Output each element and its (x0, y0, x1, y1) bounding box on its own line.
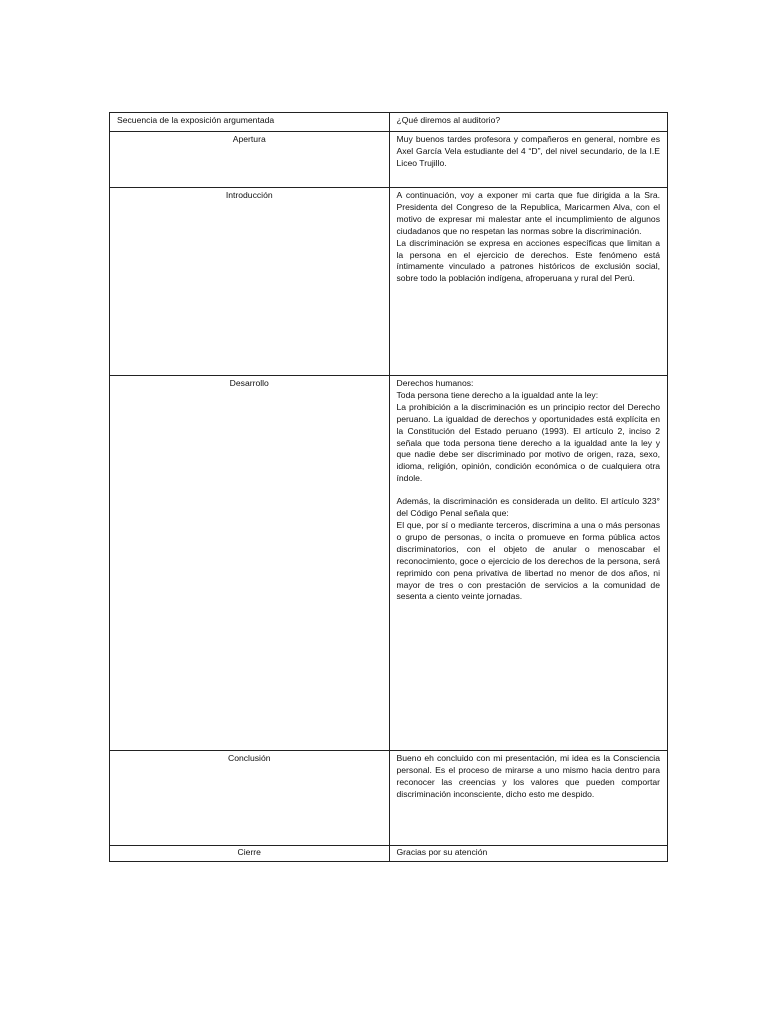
stage-cell-apertura: Apertura (110, 132, 390, 188)
cierre-paragraph: Gracias por su atención (396, 847, 488, 857)
conclusion-paragraph: Bueno eh concluido con mi presentación, mi idea es la Consciencia personal. Es el proceso de mirarse a uno mismo hacia dentro para reconocer las creencias y los valores que pueden comportar discriminación inconsciente, dicho esto me despido. (396, 753, 660, 799)
table-header-row (110, 113, 668, 132)
desarrollo-paragraph-3: El que, por sí o mediante terceros, discrimina a una o más personas o grupo de personas, o incita o promueve en forma pública actos discriminatorios, con el objeto de anular o menoscabar el reconocimiento, goce o ejercicio de los derechos de la persona, será reprimido con pena privativa de libertad no menor de dos años, ni mayor de tres o con prestación de servicios a la comunidad de sesenta a ciento veinte jornadas. (396, 519, 660, 602)
content-cell-conclusion (389, 751, 668, 846)
content-cell-desarrollo (389, 376, 668, 751)
stage-cell-desarrollo: Desarrollo (110, 376, 390, 751)
desarrollo-subheading: Toda persona tiene derecho a la igualdad ante la ley: (396, 389, 599, 400)
introduccion-paragraph-2: La discriminación se expresa en acciones específicas que limitan a la persona en el ejercicio de derechos. Este fenómeno está íntimamente vinculado a patrones históricos de exclusión social, sobre todo la población indígena, afroperuana y rural del Perú. (396, 237, 660, 284)
header-sequence-cell: Secuencia de la exposición argumentada (110, 113, 390, 132)
table-row-desarrollo (110, 376, 668, 751)
desarrollo-paragraph-2: Además, la discriminación es considerada un delito. El artículo 323° del Código Penal señala que: (396, 496, 660, 519)
exposition-table (109, 112, 668, 862)
desarrollo-heading: Derechos humanos: (396, 378, 474, 388)
table-row-apertura (110, 132, 668, 188)
stage-cell-cierre: Cierre (110, 846, 390, 862)
header-audience-cell: ¿Qué diremos al auditorio? (389, 113, 668, 132)
stage-cell-introduccion: Introducción (110, 188, 390, 376)
apertura-paragraph: Muy buenos tardes profesora y compañeros en general, nombre es Axel García Vela estudiante del 4 “D”, del nivel secundario, de la I.E Liceo Trujillo. (396, 134, 660, 168)
table-row-conclusion (110, 751, 668, 846)
desarrollo-paragraph-1: La prohibición a la discriminación es un principio rector del Derecho peruano. La igualdad de derechos y oportunidades está explícita en la Constitución del Estado peruano (1993). El artículo 2, inciso 2 señala que toda persona tiene derecho a la igualdad ante la ley y que nadie debe ser discriminado por motivo de origen, raza, sexo, idioma, religión, opinión, condición económica o de cualquiera otra índole. (396, 401, 660, 484)
table-row-introduccion (110, 188, 668, 376)
table-row-cierre (110, 846, 668, 862)
content-cell-introduccion (389, 188, 668, 376)
content-cell-cierre (389, 846, 668, 862)
introduccion-paragraph-1: A continuación, voy a exponer mi carta que fue dirigida a la Sra. Presidenta del Congreso de la Republica, Maricarmen Alva, con el motivo de expresar mi malestar ante el incumplimiento de algunos ciudadanos que no respetan las normas sobre la discriminación. (396, 190, 660, 236)
content-cell-apertura (389, 132, 668, 188)
stage-cell-conclusion: Conclusión (110, 751, 390, 846)
